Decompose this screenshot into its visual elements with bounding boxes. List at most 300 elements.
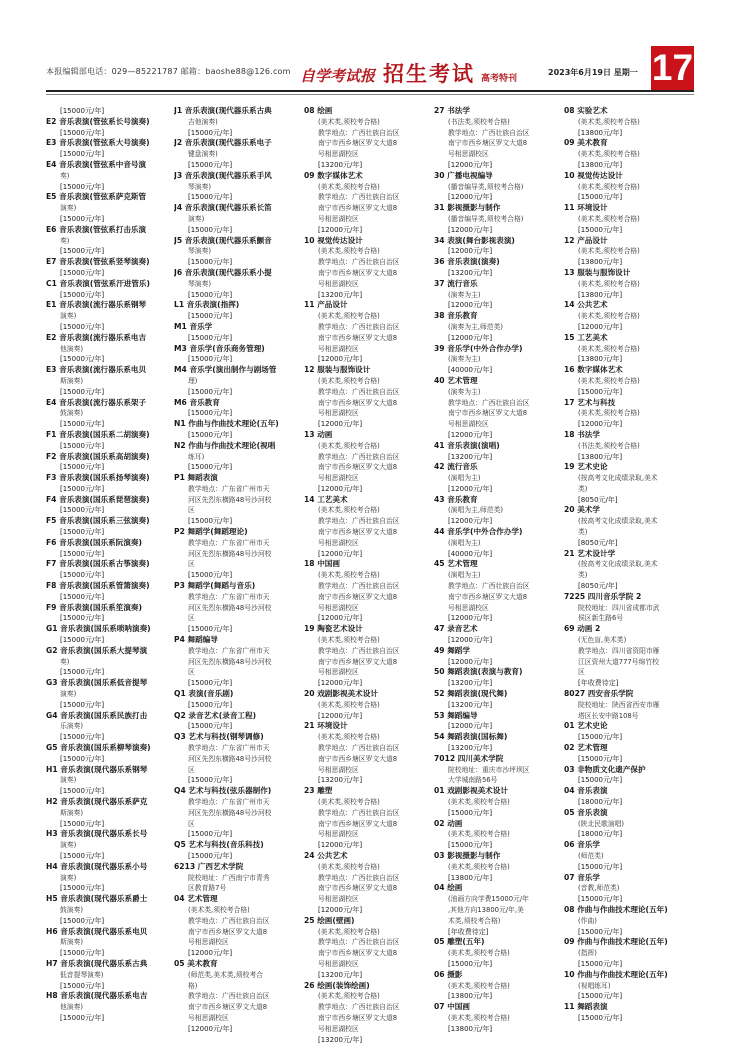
tuition-fee: [13200元/年] bbox=[448, 268, 493, 277]
entry-detail: 院校地址：广西南宁市青秀 bbox=[188, 873, 270, 882]
program-entry: H5 音乐表演(现代器乐系爵士 bbox=[46, 894, 148, 904]
entry-detail: 号相思湖校区 bbox=[318, 603, 359, 612]
entry-detail: 区教育路7号 bbox=[188, 884, 227, 893]
tuition-fee: [15000元/年] bbox=[60, 884, 105, 893]
entry-detail: 号相思湖校区 bbox=[318, 895, 359, 904]
entry-detail: (演唱为主) bbox=[448, 571, 481, 580]
entry-detail: 南宁市西乡塘区罗文大道8 bbox=[188, 927, 268, 936]
column-4 bbox=[434, 106, 542, 1054]
entry-detail: 类) bbox=[578, 528, 588, 537]
program-entry: P3 舞蹈学(舞蹈与音乐) bbox=[174, 581, 256, 591]
entry-detail: 教学地点：广西壮族自治区 bbox=[188, 992, 270, 1001]
header-rule bbox=[46, 90, 694, 92]
entry-detail: (播音编导类,须校考合格) bbox=[448, 182, 524, 191]
program-entry: F8 音乐表演(国乐系管箫演奏) bbox=[46, 581, 150, 591]
entry-detail: (油画方向学费15000元/年 bbox=[448, 895, 529, 904]
entry-detail: (美术类,须校考合格) bbox=[318, 312, 380, 321]
tuition-fee: [13800元/年] bbox=[578, 355, 623, 364]
entry-detail: 河区先烈东横路48号沙河校 bbox=[188, 603, 272, 612]
entry-detail: 号相思湖校区 bbox=[318, 214, 359, 223]
entry-detail: (美术类,须校考合格) bbox=[188, 905, 250, 914]
tuition-fee: [12000元/年] bbox=[318, 614, 363, 623]
entry-detail: (美术类,须校考合格) bbox=[448, 862, 510, 871]
tuition-fee: [15000元/年] bbox=[188, 463, 233, 472]
program-entry: 04 音乐表演 bbox=[564, 786, 608, 796]
tuition-fee: [15000元/年] bbox=[60, 754, 105, 763]
program-entry: 04 绘画 bbox=[434, 883, 463, 893]
entry-detail: ,其他方向13800元/年,美 bbox=[448, 905, 524, 914]
program-entry: 21 艺术设计学 bbox=[564, 548, 616, 558]
entry-detail: (无色盲,美术类) bbox=[578, 636, 627, 645]
entry-detail: (美术类,须校考合格) bbox=[578, 279, 640, 288]
program-entry: C1 音乐表演(管弦系汗进管乐) bbox=[46, 278, 150, 288]
tuition-fee: [15000元/年] bbox=[188, 430, 233, 439]
tuition-fee: [15000元/年] bbox=[60, 851, 105, 860]
program-entry: E6 音乐表演(管弦系打击乐演 bbox=[46, 224, 147, 234]
tuition-fee: [15000元/年] bbox=[60, 214, 105, 223]
program-entry: E7 音乐表演(管弦系竖琴演奏) bbox=[46, 257, 150, 267]
program-entry: H2 音乐表演(现代器乐系萨克 bbox=[46, 797, 148, 806]
tuition-fee: [15000元/年] bbox=[188, 625, 233, 634]
entry-detail: 南宁市西乡塘区罗文大道8 bbox=[318, 657, 398, 666]
program-entry: 20 戏剧影视美术设计 bbox=[304, 689, 378, 699]
tuition-fee: [15000元/年] bbox=[60, 290, 105, 299]
entry-detail: (美术类,须校考合格) bbox=[318, 636, 380, 645]
program-entry: 27 书法学 bbox=[434, 106, 470, 115]
tuition-fee: [12000元/年] bbox=[448, 614, 493, 623]
program-entry: 53 舞蹈编导 bbox=[434, 710, 478, 720]
entry-detail: (按高考文化成绩录取,美术 bbox=[578, 474, 658, 483]
tuition-fee: [15000元/年] bbox=[60, 463, 105, 472]
tuition-fee: [40000元/年] bbox=[448, 549, 493, 558]
tuition-fee: [13800元/年] bbox=[578, 290, 623, 299]
entry-detail: 区 bbox=[188, 506, 195, 515]
program-entry: 10 视觉传达设计 bbox=[304, 235, 363, 245]
entry-detail: 教学地点：广西壮族自治区 bbox=[318, 646, 400, 655]
tuition-fee: [18000元/年] bbox=[578, 830, 623, 839]
entry-detail: 鼓演奏) bbox=[60, 409, 84, 418]
tuition-fee: [12000元/年] bbox=[448, 484, 493, 493]
program-entry: Q4 艺术与科技(弦乐器制作) bbox=[174, 786, 272, 796]
program-entry: M6 音乐教育 bbox=[174, 397, 220, 407]
entry-detail: 他演奏) bbox=[60, 344, 84, 353]
program-entry: 05 美术教育 bbox=[174, 958, 218, 968]
tuition-fee: [15000元/年] bbox=[60, 571, 105, 580]
entry-detail: (按高考文化成绩录取,美术 bbox=[578, 560, 658, 569]
entry-detail: 河区先烈东横路48号沙河校 bbox=[188, 549, 272, 558]
entry-detail: 键盘演奏) bbox=[188, 150, 218, 159]
entry-detail: (美术类,须校考合格) bbox=[578, 182, 640, 191]
entry-detail: (美术类,须校考合格) bbox=[448, 981, 510, 990]
program-entry: J4 音乐表演(现代器乐系长笛 bbox=[174, 203, 272, 213]
program-entry: 50 舞蹈表演(表演与教育) bbox=[434, 667, 523, 677]
entry-detail: (书法类,须校考合格) bbox=[448, 117, 510, 126]
program-entry: 02 艺术管理 bbox=[564, 743, 608, 753]
program-entry: 45 艺术管理 bbox=[434, 559, 478, 569]
program-entry: 14 工艺美术 bbox=[304, 494, 348, 504]
tuition-fee: [15000元/年] bbox=[188, 225, 233, 234]
tuition-fee: [15000元/年] bbox=[60, 420, 105, 429]
tuition-fee: [15000元/年] bbox=[578, 193, 623, 202]
entry-detail: 教学地点：广西壮族自治区 bbox=[318, 938, 400, 947]
tuition-fee: [13200元/年] bbox=[448, 679, 493, 688]
program-entry: 11 环境设计 bbox=[564, 203, 608, 213]
entry-detail: 号相思湖校区 bbox=[318, 538, 359, 547]
entry-detail: 低音提琴演奏) bbox=[60, 970, 104, 979]
program-entry: 08 绘画 bbox=[304, 106, 333, 115]
program-entry: 18 中国画 bbox=[304, 559, 340, 569]
program-entry: E5 音乐表演(管弦系萨克斯管 bbox=[46, 192, 147, 202]
tuition-fee: [12000元/年] bbox=[448, 301, 493, 310]
program-entry: F5 音乐表演(国乐系三弦演奏) bbox=[46, 516, 150, 526]
program-entry: 10 作曲与作曲技术理论(五年) bbox=[564, 969, 668, 979]
entry-detail: (美术类,须校考合格) bbox=[318, 117, 380, 126]
tuition-fee: [15000元/年] bbox=[60, 1013, 105, 1022]
tuition-fee: [15000元/年] bbox=[60, 247, 105, 256]
column-1 bbox=[46, 106, 154, 1054]
entry-detail: 区 bbox=[188, 614, 195, 623]
program-entry: Q3 艺术与科技(钢琴调修) bbox=[174, 732, 264, 742]
entry-detail: 号相思湖校区 bbox=[318, 959, 359, 968]
tuition-fee: [15000元/年] bbox=[188, 290, 233, 299]
program-entry: 23 雕塑 bbox=[304, 786, 333, 796]
program-entry: 36 音乐表演(演奏) bbox=[434, 257, 500, 267]
tuition-fee: [12000元/年] bbox=[448, 517, 493, 526]
program-entry: 09 作曲与作曲技术理论(五年) bbox=[564, 937, 668, 947]
program-entry: J1 音乐表演(现代器乐系古典 bbox=[174, 106, 272, 115]
entry-detail: 号相思湖校区 bbox=[448, 150, 489, 159]
tuition-fee: [15000元/年] bbox=[60, 819, 105, 828]
program-entry: G3 音乐表演(国乐系低音提琴 bbox=[46, 678, 148, 688]
tuition-fee: [15000元/年] bbox=[448, 841, 493, 850]
program-entry: E3 音乐表演(管弦系大号演奏) bbox=[46, 138, 150, 148]
program-entry: 14 公共艺术 bbox=[564, 300, 608, 310]
tuition-fee: [15000元/年] bbox=[60, 128, 105, 137]
tuition-fee: [15000元/年] bbox=[188, 258, 233, 267]
entry-detail: 号相思湖校区 bbox=[318, 150, 359, 159]
entry-detail: 奏) bbox=[60, 171, 70, 180]
program-entry: 13 动画 bbox=[304, 429, 333, 439]
entry-detail: (美术类,须校考合格) bbox=[318, 182, 380, 191]
entry-detail: 院校地址：四川省成都市武 bbox=[578, 603, 660, 612]
entry-detail: 斯演奏) bbox=[60, 938, 84, 947]
university-heading: 8027 西安音乐学院 bbox=[564, 689, 634, 699]
entry-detail: (指挥) bbox=[578, 949, 597, 958]
entry-detail: (美术类,须校考合格) bbox=[448, 1013, 510, 1022]
entry-detail: 演奏) bbox=[60, 690, 77, 699]
tuition-fee: [12000元/年] bbox=[448, 430, 493, 439]
entry-detail: 南宁市西乡塘区罗文大道8 bbox=[318, 819, 398, 828]
tuition-fee: [15000元/年] bbox=[60, 916, 105, 925]
tuition-fee: [15000元/年] bbox=[60, 614, 105, 623]
entry-detail: (美术类,须校考合格) bbox=[318, 441, 380, 450]
entry-detail: 琴演奏) bbox=[188, 247, 212, 256]
program-entry: 01 艺术史论 bbox=[564, 721, 608, 731]
listing-columns bbox=[46, 106, 696, 1054]
tuition-fee: [15000元/年] bbox=[448, 959, 493, 968]
entry-detail: 号相思湖校区 bbox=[318, 765, 359, 774]
entry-detail: (美术类,须校考合格) bbox=[578, 247, 640, 256]
program-entry: 07 中国画 bbox=[434, 1002, 470, 1012]
header-rule-thin bbox=[46, 94, 694, 95]
university-heading: 7012 四川美术学院 bbox=[434, 753, 504, 763]
entry-detail: (陕北民歌演唱) bbox=[578, 819, 625, 828]
program-entry: 03 影视摄影与制作 bbox=[434, 850, 501, 860]
tuition-fee: [15000元/年] bbox=[578, 927, 623, 936]
entry-detail: 琴演奏) bbox=[188, 182, 212, 191]
entry-detail: 练耳) bbox=[188, 452, 205, 461]
entry-detail: (美术类,须校考合格) bbox=[318, 733, 380, 742]
tuition-fee: [15000元/年] bbox=[60, 182, 105, 191]
tuition-fee: [15000元/年] bbox=[60, 733, 105, 742]
program-entry: 44 音乐学(中外合作办学) bbox=[434, 527, 523, 537]
entry-detail: 区 bbox=[188, 819, 195, 828]
program-entry: 38 音乐教育 bbox=[434, 311, 478, 321]
tuition-fee: [15000元/年] bbox=[578, 776, 623, 785]
tuition-fee: [15000元/年] bbox=[578, 1013, 623, 1022]
entry-detail: (播音编导类,须校考合格) bbox=[448, 214, 524, 223]
program-entry: Q2 录音艺术(录音工程) bbox=[174, 710, 257, 720]
entry-detail: 演奏) bbox=[188, 214, 205, 223]
program-entry: 10 视觉传达设计 bbox=[564, 170, 623, 180]
program-entry: N1 作曲与作曲技术理论(五年) bbox=[174, 419, 279, 429]
tuition-fee: [15000元/年] bbox=[578, 862, 623, 871]
tuition-fee: [12000元/年] bbox=[318, 420, 363, 429]
program-entry: F6 音乐表演(国乐系阮演奏) bbox=[46, 537, 142, 547]
entry-detail: 南宁市西乡塘区罗文大道8 bbox=[318, 398, 398, 407]
entry-detail: (美术类,须校考合格) bbox=[578, 312, 640, 321]
program-entry: H8 音乐表演(现代器乐系电吉 bbox=[46, 991, 148, 1001]
column-5 bbox=[564, 106, 672, 1054]
tuition-fee: [15000元/年] bbox=[60, 506, 105, 515]
entry-detail: 乐演奏) bbox=[60, 722, 84, 731]
entry-detail: 南宁市西乡塘区罗文大道8 bbox=[318, 1013, 398, 1022]
publication-date: 2023年6月19日 星期一 bbox=[548, 68, 638, 77]
tuition-fee: [12000元/年] bbox=[318, 905, 363, 914]
program-entry: 37 流行音乐 bbox=[434, 278, 478, 288]
tuition-fee: [12000元/年] bbox=[448, 636, 493, 645]
entry-detail: (美术类,须校考合格) bbox=[318, 247, 380, 256]
program-entry: E4 音乐表演(管弦系中音号演 bbox=[46, 159, 147, 169]
tuition-fee: [13200元/年] bbox=[448, 452, 493, 461]
entry-detail: 教学地点：广西壮族自治区 bbox=[318, 387, 400, 396]
entry-detail: (美术类,须校考合格) bbox=[318, 798, 380, 806]
entry-detail: 教学地点：广西壮族自治区 bbox=[188, 916, 270, 925]
entry-detail: (美术类,须校考合格) bbox=[448, 830, 510, 839]
program-entry: H6 音乐表演(现代器乐系电贝 bbox=[46, 926, 148, 936]
tuition-fee: [12000元/年] bbox=[188, 1024, 233, 1033]
program-entry: P2 舞蹈学(舞蹈理论) bbox=[174, 527, 248, 537]
program-entry: H4 音乐表演(现代器乐系小号 bbox=[46, 861, 148, 871]
tuition-fee: [15000元/年] bbox=[188, 776, 233, 785]
program-entry: 03 非物质文化遗产保护 bbox=[564, 764, 646, 774]
entry-detail: 教学地点：广东省广州市天 bbox=[188, 646, 270, 655]
entry-detail: 他演奏) bbox=[60, 1003, 84, 1012]
tuition-fee: [15000元/年] bbox=[188, 722, 233, 731]
entry-detail: 演奏) bbox=[60, 776, 77, 785]
tuition-fee: [15000元/年] bbox=[578, 895, 623, 904]
program-entry: 06 摄影 bbox=[434, 969, 463, 979]
entry-detail: 南宁市西乡塘区罗文大道8 bbox=[188, 1003, 268, 1012]
tuition-fee: [13200元/年] bbox=[448, 700, 493, 709]
entry-detail: 院校地址：重庆市沙坪坝区 bbox=[448, 765, 530, 774]
entry-detail: (美术类,须校考合格) bbox=[448, 949, 510, 958]
entry-detail: 侯区新生路6号 bbox=[578, 614, 624, 623]
tuition-fee: [40000元/年] bbox=[448, 366, 493, 375]
program-entry: F9 音乐表演(国乐系笙演奏) bbox=[46, 602, 142, 612]
entry-detail: 吉他演奏) bbox=[188, 117, 218, 126]
tuition-fee: [12000元/年] bbox=[448, 657, 493, 666]
entry-detail: 教学地点：广西壮族自治区 bbox=[318, 1003, 400, 1012]
university-heading: 6213 广西艺术学院 bbox=[174, 861, 244, 871]
tuition-fee: [15000元/年] bbox=[60, 549, 105, 558]
program-entry: P1 舞蹈表演 bbox=[174, 473, 218, 483]
tuition-fee: [15000元/年] bbox=[188, 517, 233, 526]
entry-detail: 南宁市西乡塘区罗文大道8 bbox=[448, 139, 528, 148]
program-entry: F1 音乐表演(国乐系二胡演奏) bbox=[46, 429, 150, 439]
entry-detail: 奏) bbox=[60, 236, 70, 245]
program-entry: 30 广播电视编导 bbox=[434, 170, 493, 180]
entry-detail: 理) bbox=[188, 376, 198, 385]
program-entry: 69 动画 2 bbox=[564, 624, 601, 634]
tuition-fee: [15000元/年] bbox=[578, 225, 623, 234]
entry-detail: 南宁市西乡塘区罗文大道8 bbox=[318, 528, 398, 537]
tuition-fee: [13800元/年] bbox=[578, 128, 623, 137]
entry-detail: (演奏为主) bbox=[448, 387, 481, 396]
tuition-fee: [15000元/年] bbox=[188, 851, 233, 860]
entry-detail: 塔区长安中路108号 bbox=[578, 711, 639, 720]
tuition-fee: [12000元/年] bbox=[448, 225, 493, 234]
program-entry: 19 艺术史论 bbox=[564, 462, 608, 472]
tuition-fee: [13200元/年] bbox=[318, 290, 363, 299]
program-entry: 24 公共艺术 bbox=[304, 850, 348, 860]
tuition-fee: [13200元/年] bbox=[318, 160, 363, 169]
tuition-fee: [12000元/年] bbox=[448, 247, 493, 256]
tuition-fee: [13200元/年] bbox=[318, 1035, 363, 1044]
entry-detail: (美术类,须校考合格) bbox=[578, 376, 640, 385]
entry-detail: 号相思湖校区 bbox=[188, 938, 229, 947]
program-entry: 31 影视摄影与制作 bbox=[434, 203, 501, 213]
tuition-fee: [15000元/年] bbox=[60, 949, 105, 958]
entry-detail: 教学地点：广西壮族自治区 bbox=[318, 193, 400, 202]
tuition-fee: [13200元/年] bbox=[448, 744, 493, 753]
program-entry: 43 音乐教育 bbox=[434, 494, 478, 504]
tuition-fee: [15000元/年] bbox=[188, 355, 233, 364]
entry-detail: 南宁市西乡塘区罗文大道8 bbox=[318, 204, 398, 213]
entry-detail: (美术类,须校考合格) bbox=[318, 506, 380, 515]
tuition-fee: [15000元/年] bbox=[188, 312, 233, 321]
entry-detail: (演唱为主,师范类) bbox=[448, 506, 504, 515]
program-entry: 16 数字媒体艺术 bbox=[564, 365, 623, 375]
entry-detail: 号相思湖校区 bbox=[318, 830, 359, 839]
entry-detail: 类) bbox=[578, 484, 588, 493]
tuition-fee: [13800元/年] bbox=[578, 258, 623, 267]
tuition-fee: [15000元/年] bbox=[578, 992, 623, 1001]
entry-detail: 教学地点：广西壮族自治区 bbox=[448, 128, 530, 137]
program-entry: G4 音乐表演(国乐系民族打击 bbox=[46, 710, 148, 720]
program-entry: 47 录音艺术 bbox=[434, 624, 478, 634]
entry-detail: 教学地点：广东省广州市天 bbox=[188, 798, 270, 806]
entry-detail: (美术类,须校考合格) bbox=[578, 409, 640, 418]
tuition-fee: [12000元/年] bbox=[318, 549, 363, 558]
entry-detail: 奏) bbox=[60, 657, 70, 666]
entry-detail: 琴演奏) bbox=[188, 279, 212, 288]
brand-name: 自学考试报 bbox=[300, 67, 376, 85]
entry-detail: (演奏为主) bbox=[448, 355, 481, 364]
program-entry: 25 绘画(壁画) bbox=[304, 915, 355, 925]
tuition-fee: [年收费待定] bbox=[578, 679, 619, 688]
entry-detail: (美术类,须校考合格) bbox=[318, 700, 380, 709]
entry-detail: (美术类,须校考合格) bbox=[578, 214, 640, 223]
entry-detail: (音教,师范类) bbox=[578, 884, 620, 893]
tuition-fee: [12000元/年] bbox=[318, 711, 363, 720]
program-entry: 17 艺术与科技 bbox=[564, 397, 616, 407]
entry-detail: 斯演奏) bbox=[60, 808, 84, 817]
tuition-fee: [15000元/年] bbox=[188, 193, 233, 202]
tuition-fee: [15000元/年] bbox=[60, 268, 105, 277]
program-entry: G2 音乐表演(国乐系大提琴演 bbox=[46, 645, 148, 655]
tuition-fee: [15000元/年] bbox=[60, 322, 105, 331]
program-entry: 21 环境设计 bbox=[304, 721, 348, 731]
program-entry: E1 音乐表演(流行器乐系钢琴 bbox=[46, 300, 147, 310]
program-entry: 18 书法学 bbox=[564, 429, 600, 439]
tuition-fee: [12000元/年] bbox=[318, 841, 363, 850]
program-entry: Q1 表演(音乐剧) bbox=[174, 689, 234, 699]
tuition-fee: [12000元/年] bbox=[448, 333, 493, 342]
entry-detail: 演奏) bbox=[60, 841, 77, 850]
tuition-fee: [13200元/年] bbox=[318, 776, 363, 785]
tuition-fee: [12000元/年] bbox=[448, 722, 493, 731]
program-entry: M4 音乐学(演出制作与剧场管 bbox=[174, 365, 277, 375]
tuition-fee: [15000元/年] bbox=[578, 959, 623, 968]
tuition-fee: [15000元/年] bbox=[60, 387, 105, 396]
entry-detail: 教学地点：广西壮族自治区 bbox=[318, 873, 400, 882]
tuition-fee: [12000元/年] bbox=[448, 193, 493, 202]
program-entry: E4 音乐表演(流行器乐系架子 bbox=[46, 397, 147, 407]
program-entry: G1 音乐表演(国乐系唢呐演奏) bbox=[46, 624, 151, 634]
entry-detail: 号相思湖校区 bbox=[318, 1024, 359, 1033]
tuition-fee: [18000元/年] bbox=[578, 798, 623, 806]
tuition-fee: [12000元/年] bbox=[318, 679, 363, 688]
tuition-fee: [15000元/年] bbox=[448, 808, 493, 817]
program-entry: 02 动画 bbox=[434, 818, 463, 828]
entry-detail: 教学地点：广西壮族自治区 bbox=[318, 744, 400, 753]
program-entry: L1 音乐表演(指挥) bbox=[174, 300, 240, 310]
tuition-fee: [12000元/年] bbox=[578, 420, 623, 429]
entry-detail: 号相思湖校区 bbox=[448, 603, 489, 612]
entry-detail: 南宁市西乡塘区罗文大道8 bbox=[448, 592, 528, 601]
tuition-fee: [15000元/年] bbox=[60, 700, 105, 709]
tuition-fee: [8050元/年] bbox=[578, 495, 618, 504]
program-entry: 49 舞蹈学 bbox=[434, 645, 470, 655]
program-entry: 05 音乐表演 bbox=[564, 807, 608, 817]
entry-detail: 南宁市西乡塘区罗文大道8 bbox=[318, 949, 398, 958]
masthead bbox=[300, 58, 517, 88]
program-entry: Q5 艺术与科技(音乐科技) bbox=[174, 840, 264, 850]
program-entry: P4 舞蹈编导 bbox=[174, 635, 218, 645]
tuition-fee: [15000元/年] bbox=[578, 733, 623, 742]
entry-detail: 河区先烈东横路48号沙河校 bbox=[188, 657, 272, 666]
entry-detail: 区 bbox=[188, 765, 195, 774]
program-entry: J6 音乐表演(现代器乐系小提 bbox=[174, 267, 272, 277]
entry-detail: (美术类,须校考合格) bbox=[578, 344, 640, 353]
program-entry: J5 音乐表演(现代器乐系颤音 bbox=[174, 235, 272, 245]
page-number: 17 bbox=[651, 47, 694, 88]
tuition-fee: [13800元/年] bbox=[578, 452, 623, 461]
tuition-fee: [15000元/年] bbox=[60, 636, 105, 645]
program-entry: 42 流行音乐 bbox=[434, 462, 478, 472]
entry-detail: (书法类,须校考合格) bbox=[578, 441, 640, 450]
